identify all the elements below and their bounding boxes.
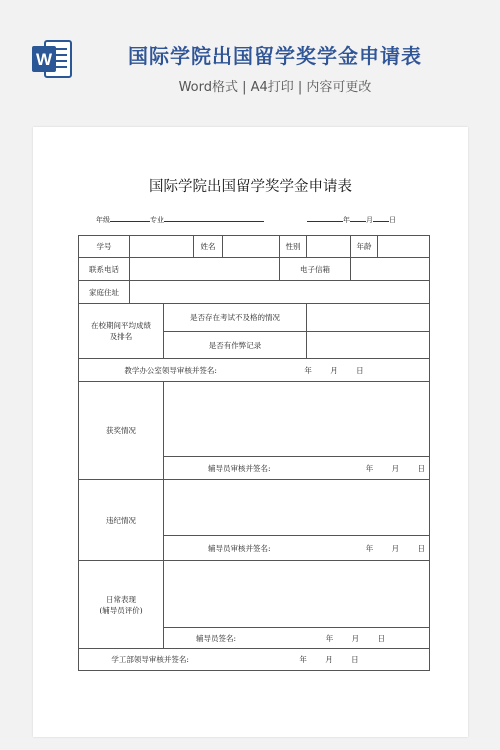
word-document-icon xyxy=(29,36,75,82)
cheat-answer-field[interactable] xyxy=(307,332,430,359)
main-title: 国际学院出国留学奖学金申请表 xyxy=(128,44,422,68)
month-label: 月 xyxy=(330,365,338,375)
teaching-office-sign-label: 教学办公室领导审核并签名: xyxy=(124,365,217,375)
grade-blank[interactable] xyxy=(110,213,150,222)
age-field[interactable] xyxy=(378,236,430,258)
daily-performance-label xyxy=(79,561,164,649)
daily-performance-field[interactable] xyxy=(164,561,430,628)
daily-label-line2: (辅导员评价) xyxy=(99,605,143,615)
fail-question: 是否存在考试不及格的情况 xyxy=(164,304,307,332)
table-row xyxy=(79,236,430,258)
name-field[interactable] xyxy=(223,236,280,258)
grade-major-line xyxy=(96,213,264,225)
major-blank[interactable] xyxy=(164,213,264,222)
year-label: 年 xyxy=(365,463,374,473)
student-id-label: 学号 xyxy=(79,236,130,258)
phone-label: 联系电话 xyxy=(79,258,130,281)
violations-label: 违纪情况 xyxy=(79,480,164,561)
awards-field[interactable] xyxy=(164,382,430,457)
document-page xyxy=(33,127,468,737)
table-row xyxy=(79,359,430,382)
gender-field[interactable] xyxy=(307,236,351,258)
year-label: 年 xyxy=(365,543,374,553)
grades-label xyxy=(79,304,164,359)
grade-label: 年级 xyxy=(96,216,110,224)
table-row xyxy=(79,258,430,281)
major-label: 专业 xyxy=(150,216,164,224)
month-label: 月 xyxy=(366,216,373,224)
year-label: 年 xyxy=(304,365,312,375)
month-label: 月 xyxy=(351,633,360,643)
year-label: 年 xyxy=(343,216,350,224)
year-blank[interactable] xyxy=(307,213,343,222)
application-table xyxy=(78,235,430,671)
cheat-question: 是否有作弊记录 xyxy=(164,332,307,359)
day-label: 日 xyxy=(389,216,396,224)
table-row xyxy=(79,281,430,304)
table-row xyxy=(79,480,430,536)
month-label: 月 xyxy=(391,543,400,553)
year-label: 年 xyxy=(299,655,307,664)
day-label: 日 xyxy=(417,463,425,473)
age-label: 年龄 xyxy=(351,236,378,258)
form-title: 国际学院出国留学奖学金申请表 xyxy=(149,179,352,195)
address-label: 家庭住址 xyxy=(79,281,130,304)
daily-label-line1: 日常表现 xyxy=(106,594,136,604)
table-row xyxy=(79,561,430,628)
table-row xyxy=(79,304,430,332)
counselor-sign-label: 辅导员审核并签名: xyxy=(208,463,271,473)
email-label: 电子信箱 xyxy=(280,258,351,281)
phone-field[interactable] xyxy=(130,258,280,281)
counselor-sign-label: 辅导员签名: xyxy=(196,633,237,643)
student-id-field[interactable] xyxy=(130,236,194,258)
gender-label: 性别 xyxy=(280,236,307,258)
dept-sign-row[interactable] xyxy=(79,649,430,671)
subtitle: Word格式 | A4打印 | 内容可更改 xyxy=(178,80,372,95)
table-row xyxy=(79,649,430,671)
table-row xyxy=(79,382,430,457)
page-header xyxy=(0,0,500,125)
address-field[interactable] xyxy=(130,281,430,304)
violations-field[interactable] xyxy=(164,480,430,536)
day-label: 日 xyxy=(377,633,385,643)
daily-sign-row[interactable] xyxy=(164,628,430,649)
svg-text:W: W xyxy=(35,50,53,69)
counselor-sign-label: 辅导员审核并签名: xyxy=(208,543,271,553)
month-label: 月 xyxy=(325,655,333,664)
day-blank[interactable] xyxy=(373,213,389,222)
grades-label-line2: 及排名 xyxy=(109,332,133,341)
month-label: 月 xyxy=(391,463,400,473)
teaching-office-row[interactable] xyxy=(79,359,430,382)
day-label: 日 xyxy=(417,543,425,553)
awards-sign-row[interactable] xyxy=(164,457,430,480)
month-blank[interactable] xyxy=(350,213,366,222)
day-label: 日 xyxy=(351,655,359,664)
fail-answer-field[interactable] xyxy=(307,304,430,332)
day-label: 日 xyxy=(356,365,364,375)
dept-sign-label: 学工部领导审核并签名: xyxy=(111,655,189,664)
violations-sign-row[interactable] xyxy=(164,536,430,561)
year-label: 年 xyxy=(325,633,334,643)
email-field[interactable] xyxy=(351,258,430,281)
grades-label-line1: 在校期间平均成绩 xyxy=(91,321,151,330)
name-label: 姓名 xyxy=(194,236,223,258)
date-line xyxy=(307,213,396,225)
awards-label: 获奖情况 xyxy=(79,382,164,480)
